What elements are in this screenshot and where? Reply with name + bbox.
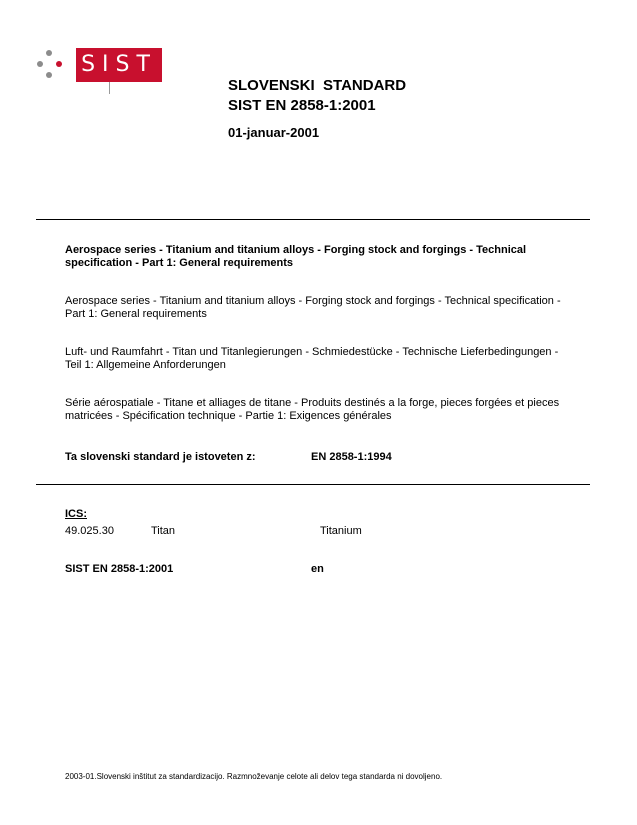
main-title: Aerospace series - Titanium and titanium alloys - Forging stock and forgings - Technical specification - Part 1: General requirements <box>65 244 527 269</box>
bottom-divider <box>36 484 590 485</box>
title-french: Série aérospatiale - Titane et alliages de titane - Produits destinés a la forge, pieces forgées et pieces matricées - Spécification technique - Partie 1: Exigences générales <box>65 397 560 422</box>
ics-slovene-term: Titan <box>151 525 176 537</box>
footer-language: en <box>311 563 324 575</box>
standard-code: SIST EN 2858-1:2001 <box>228 97 376 114</box>
title-german: Luft- und Raumfahrt - Titan und Titanlegierungen - Schmiedestücke - Technische Lieferbedingungen - Teil 1: Allgemeine Anforderungen <box>65 346 559 371</box>
logo-divider <box>109 82 110 94</box>
identity-label: Ta slovenski standard je istoveten z: <box>65 451 256 463</box>
logo-dots-icon <box>36 48 76 84</box>
ics-english-term: Titanium <box>320 525 362 537</box>
document-header <box>228 76 406 140</box>
top-divider <box>36 219 590 220</box>
identity-statement <box>65 451 565 464</box>
ics-label: ICS: <box>65 508 87 520</box>
standard-type: SLOVENSKI STANDARD <box>228 77 407 94</box>
title-english: Aerospace series - Titanium and titanium alloys - Forging stock and forgings - Technical specification - Part 1: General requirements <box>65 295 561 320</box>
sist-logo <box>36 48 176 94</box>
identity-code: EN 2858-1:1994 <box>311 451 392 463</box>
publication-date: 01-januar-2001 <box>228 125 320 140</box>
copyright-notice: 2003-01.Slovenski inštitut za standardizacijo. Razmnoževanje celote ali delov tega standarda ni dovoljeno. <box>65 772 443 781</box>
logo-wordmark: SIST <box>76 48 162 82</box>
footer-standard-code: SIST EN 2858-1:2001 <box>65 563 174 575</box>
ics-code: 49.025.30 <box>65 525 114 537</box>
